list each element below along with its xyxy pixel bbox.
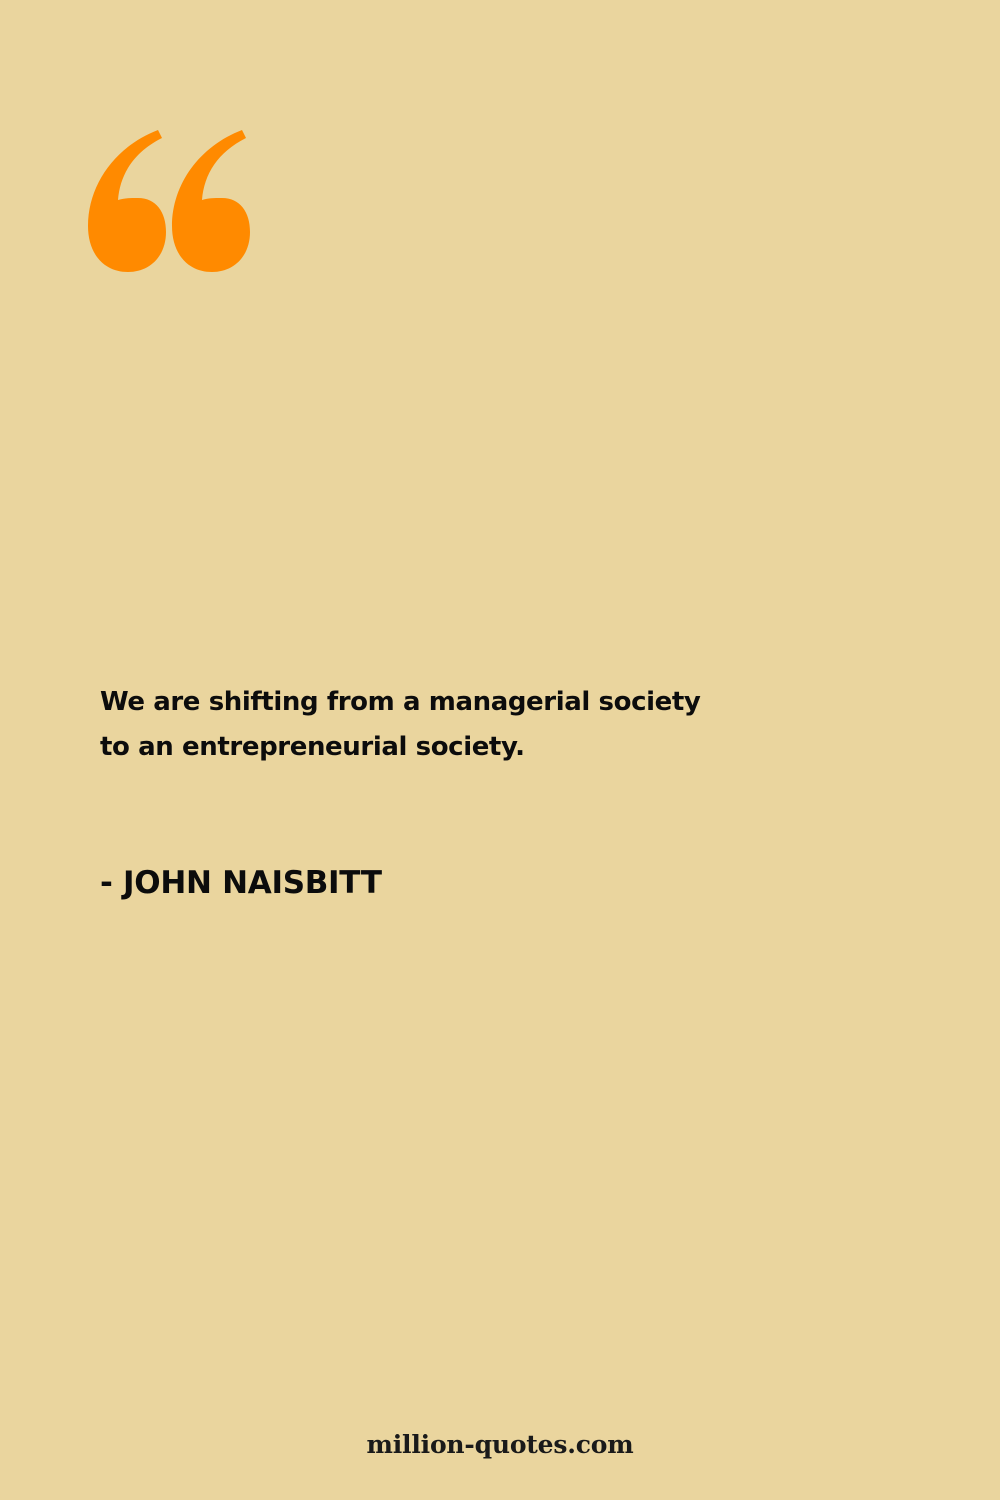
quote-line-2: to an entrepreneurial society. — [100, 732, 525, 762]
quote-author: - JOHN NAISBITT — [100, 865, 382, 901]
site-watermark: million-quotes.com — [366, 1430, 634, 1459]
opening-quote-icon — [86, 128, 254, 274]
quote-text — [100, 680, 820, 770]
quote-line-1: We are shifting from a managerial society — [100, 687, 701, 717]
